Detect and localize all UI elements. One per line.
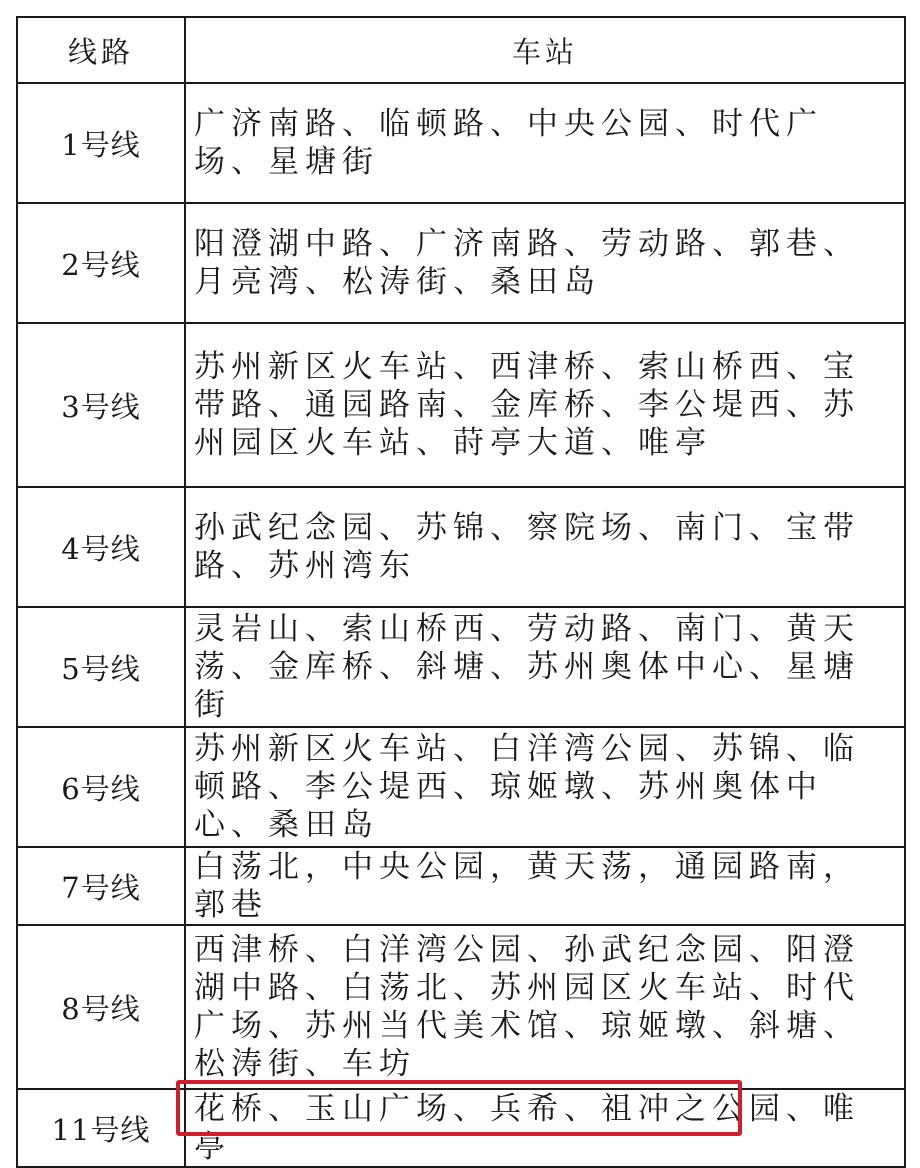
- line-cell: 5号线: [17, 607, 185, 727]
- stations-cell: [185, 83, 905, 203]
- table-row: [17, 1089, 905, 1167]
- line-cell: 11号线: [17, 1089, 185, 1167]
- line-cell: 2号线: [17, 203, 185, 323]
- line-cell: 8号线: [17, 925, 185, 1089]
- table-row: [17, 607, 905, 727]
- table-row: [17, 727, 905, 847]
- line-cell: 7号线: [17, 847, 185, 925]
- table-header-row: [17, 17, 905, 83]
- stations-cell: [185, 607, 905, 727]
- table-row: [17, 203, 905, 323]
- table-row: [17, 323, 905, 487]
- stations-text: 孙武纪念园、苏锦、察院场、南门、宝带路、苏州湾东: [194, 510, 860, 584]
- line-cell: 6号线: [17, 727, 185, 847]
- header-line: 线路: [17, 17, 185, 83]
- table-row: [17, 487, 905, 607]
- stations-cell: [185, 487, 905, 607]
- stations-cell: [185, 323, 905, 487]
- line-cell: 3号线: [17, 323, 185, 487]
- stations-text: 苏州新区火车站、白洋湾公园、苏锦、临顿路、李公堤西、琼姬墩、苏州奥体中心、桑田岛: [194, 731, 860, 843]
- stations-text: 阳澄湖中路、广济南路、劳动路、郭巷、月亮湾、松涛街、桑田岛: [194, 226, 860, 300]
- line-cell: 4号线: [17, 487, 185, 607]
- stations-text: 白荡北，中央公园，黄天荡，通园路南，郭巷: [194, 849, 860, 923]
- stations-text: 灵岩山、索山桥西、劳动路、南门、黄天荡、金库桥、斜塘、苏州奥体中心、星塘街: [194, 611, 860, 723]
- stations-cell: [185, 1089, 905, 1167]
- stations-text: 广济南路、临顿路、中央公园、时代广场、星塘街: [194, 106, 823, 180]
- stations-cell: [185, 847, 905, 925]
- metro-lines-table-container: [16, 16, 904, 1168]
- stations-cell: [185, 203, 905, 323]
- table-row: [17, 83, 905, 203]
- table-row: [17, 925, 905, 1089]
- line-cell: 1号线: [17, 83, 185, 203]
- stations-text: 花桥、玉山广场、兵希、祖冲之公园、唯亭: [194, 1091, 860, 1165]
- stations-text: 西津桥、白洋湾公园、孙武纪念园、阳澄湖中路、白荡北、苏州园区火车站、时代广场、苏州当代美术馆、琼姬墩、斜塘、松涛街、车坊: [194, 932, 860, 1082]
- stations-cell: [185, 727, 905, 847]
- header-stations: 车站: [185, 17, 905, 83]
- stations-cell: [185, 925, 905, 1089]
- table-row: [17, 847, 905, 925]
- metro-lines-table: [16, 16, 906, 1168]
- stations-text: 苏州新区火车站、西津桥、索山桥西、宝带路、通园路南、金库桥、李公堤西、苏州园区火车站、莳亭大道、唯亭: [194, 349, 860, 461]
